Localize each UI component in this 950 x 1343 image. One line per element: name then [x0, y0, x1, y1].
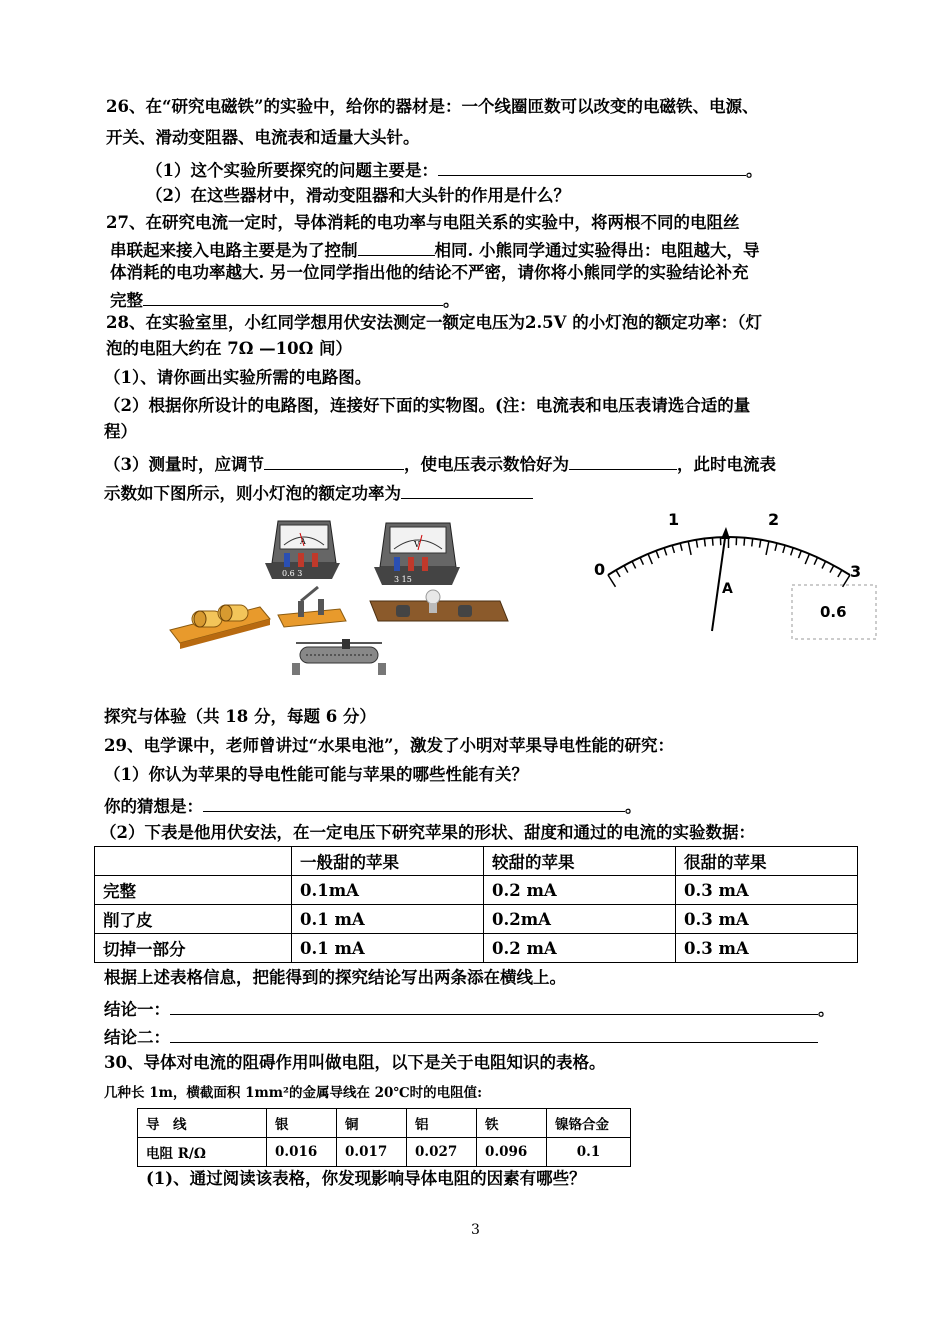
table-header: 铜	[337, 1109, 407, 1138]
table-row	[95, 934, 858, 963]
scale-label-2: 2	[768, 510, 780, 529]
dial-tick	[696, 540, 697, 548]
dial-tick	[632, 561, 636, 568]
dial-tick	[798, 551, 801, 558]
q27-line1: 27、在研究电流一定时，导体消耗的电功率与电阻关系的实验中，将两根不同的电阻丝	[106, 213, 740, 232]
q26-sub1: （1）这个实验所要探究的问题主要是： 。	[146, 157, 762, 182]
voltmeter-icon	[374, 523, 460, 585]
table-header: 很甜的苹果	[676, 847, 858, 876]
table-header: 镍铬合金	[547, 1109, 631, 1138]
q30-sub1: (1)、通过阅读该表格，你发现影响导体电阻的因素有哪些？	[146, 1169, 586, 1188]
ammeter-ranges: 0.6 3	[282, 569, 303, 578]
dial-tick	[783, 545, 785, 553]
voltmeter-face-label: V	[414, 540, 420, 549]
table-header: 铝	[407, 1109, 477, 1138]
dial-tick	[830, 566, 834, 573]
dial-tick	[744, 538, 745, 546]
table-row	[95, 905, 858, 934]
q28-sub3: （3）测量时，应调节 ，使电压表示数恰好为 ，此时电流表	[104, 451, 776, 476]
q29-table	[94, 846, 858, 963]
q28-line1: 28、在实验室里，小红同学想用伏安法测定一额定电压为2.5V 的小灯泡的额定功率：（灯	[106, 313, 762, 332]
q27-line4: 完整 。	[110, 287, 460, 312]
dial-tick	[608, 575, 615, 587]
switch-icon	[278, 587, 346, 627]
scale-label-0: 0	[594, 560, 606, 579]
dial-tick	[766, 541, 769, 555]
answer-blank[interactable]	[358, 237, 435, 256]
table-cell: 0.016	[267, 1138, 337, 1167]
table-cell: 0.3 mA	[676, 905, 858, 934]
table-row	[138, 1138, 631, 1167]
table-cell: 0.3 mA	[676, 876, 858, 905]
table-header: 银	[267, 1109, 337, 1138]
table-cell: 0.1 mA	[292, 934, 484, 963]
dial-tick	[664, 548, 667, 556]
lamp-icon	[370, 590, 508, 621]
table-header	[95, 847, 292, 876]
answer-blank[interactable]	[401, 480, 533, 499]
table-cell: 切掉一部分	[95, 934, 292, 963]
table-cell: 0.2mA	[484, 905, 676, 934]
ammeter-dial	[588, 505, 880, 655]
battery-icon	[170, 605, 270, 649]
table-header: 铁	[477, 1109, 547, 1138]
dial-tick	[752, 539, 753, 547]
q30-line1: 30、导体对电流的阻碍作用叫做电阻，以下是关于电阻知识的表格。	[104, 1053, 606, 1072]
q29-conclusion2: 结论二：	[104, 1024, 818, 1049]
table-row	[95, 876, 858, 905]
table-cell: 完整	[95, 876, 292, 905]
table-header: 导 线	[138, 1109, 267, 1138]
dial-tick	[648, 554, 652, 564]
q29-guess: 你的猜想是： 。	[104, 793, 642, 818]
answer-blank[interactable]	[438, 157, 746, 176]
dial-tick	[822, 561, 826, 568]
table-cell: 0.1	[547, 1138, 631, 1167]
q26-sub2: （2）在这些器材中，滑动变阻器和大头针的作用是什么？	[146, 186, 570, 205]
table-cell: 0.1mA	[292, 876, 484, 905]
dial-tick	[616, 570, 620, 577]
dial-unit: A	[722, 581, 733, 597]
q26-line2: 开关、滑动变阻器、电流表和适量大头针。	[106, 128, 420, 147]
q29-sub1: （1）你认为苹果的导电性能可能与苹果的哪些性能有关？	[104, 765, 528, 784]
q30-caption: 几种长 1m，横截面积 1mm²的金属导线在 20℃时的电阻值:	[104, 1085, 483, 1101]
dial-tick	[672, 545, 674, 553]
q28-line2: 泡的电阻大约在 7Ω —10Ω 间）	[106, 339, 353, 358]
dial-tick	[712, 538, 713, 546]
q29-conclusion1: 结论一： 。	[104, 996, 835, 1021]
answer-blank[interactable]	[170, 1024, 818, 1043]
dial-tick	[704, 539, 705, 547]
table-cell: 电阻 R/Ω	[138, 1138, 267, 1167]
table-header-row	[138, 1109, 631, 1138]
dial-tick	[624, 566, 628, 573]
ammeter-face-label: A	[300, 537, 306, 546]
q29-sub2: （2）下表是他用伏安法，在一定电压下研究苹果的形状、甜度和通过的电流的实验数据：	[100, 823, 755, 842]
q27-line3: 体消耗的电功率越大. 另一位同学指出他的结论不严密，请你将小熊同学的实验结论补充	[110, 263, 749, 282]
table-cell: 0.027	[407, 1138, 477, 1167]
dial-tick	[805, 554, 809, 564]
table-cell: 0.1 mA	[292, 905, 484, 934]
table-header-row	[95, 847, 858, 876]
dial-tick	[656, 551, 659, 558]
q30-table	[137, 1108, 631, 1167]
table-cell: 0.3 mA	[676, 934, 858, 963]
scale-label-3: 3	[850, 562, 862, 581]
dial-ticks	[608, 537, 850, 587]
answer-blank[interactable]	[569, 451, 677, 470]
section-title: 探究与体验（共 18 分，每题 6 分）	[104, 707, 376, 726]
answer-blank[interactable]	[143, 287, 443, 306]
dial-tick	[640, 557, 643, 564]
answer-blank[interactable]	[203, 793, 625, 812]
rheostat-icon	[292, 639, 386, 675]
table-cell: 削了皮	[95, 905, 292, 934]
dial-tick	[814, 557, 817, 564]
dial-tick	[775, 543, 777, 551]
dial-tick	[759, 540, 760, 548]
q28-sub2: （2）根据你所设计的电路图，连接好下面的实物图。(注：电流表和电压表请选合适的量	[104, 396, 751, 415]
dial-tick	[838, 570, 842, 577]
voltmeter-ranges: 3 15	[394, 575, 412, 584]
dial-tick	[791, 548, 794, 556]
answer-blank[interactable]	[264, 451, 404, 470]
q26-line1: 26、在“研究电磁铁”的实验中，给你的器材是：一个线圈匝数可以改变的电磁铁、电源、	[106, 97, 759, 116]
q28-sub1: （1）、请你画出实验所需的电路图。	[104, 368, 372, 387]
table-cell: 0.017	[337, 1138, 407, 1167]
q29-line1: 29、电学课中，老师曾讲过“水果电池”，激发了小明对苹果导电性能的研究：	[104, 736, 674, 755]
table-cell: 0.2 mA	[484, 876, 676, 905]
range-box-label: 0.6	[820, 603, 847, 621]
q27-line2: 串联起来接入电路主要是为了控制 相同. 小熊同学通过实验得出：电阻越大，导	[110, 237, 760, 262]
scale-label-1: 1	[668, 510, 680, 529]
answer-blank[interactable]	[170, 996, 818, 1015]
table-cell: 0.2 mA	[484, 934, 676, 963]
table-header: 较甜的苹果	[484, 847, 676, 876]
table-header: 一般甜的苹果	[292, 847, 484, 876]
q28-sub2b: 程）	[104, 422, 137, 441]
dial-tick	[680, 543, 682, 551]
ammeter-icon	[265, 521, 340, 579]
table-cell: 0.096	[477, 1138, 547, 1167]
apparatus-figure	[160, 515, 510, 690]
page-number: 3	[471, 1222, 480, 1238]
q28-sub3-line2: 示数如下图所示，则小灯泡的额定功率为	[104, 480, 533, 505]
dial-tick	[688, 541, 691, 555]
q29-after: 根据上述表格信息，把能得到的探究结论写出两条添在横线上。	[104, 968, 566, 987]
